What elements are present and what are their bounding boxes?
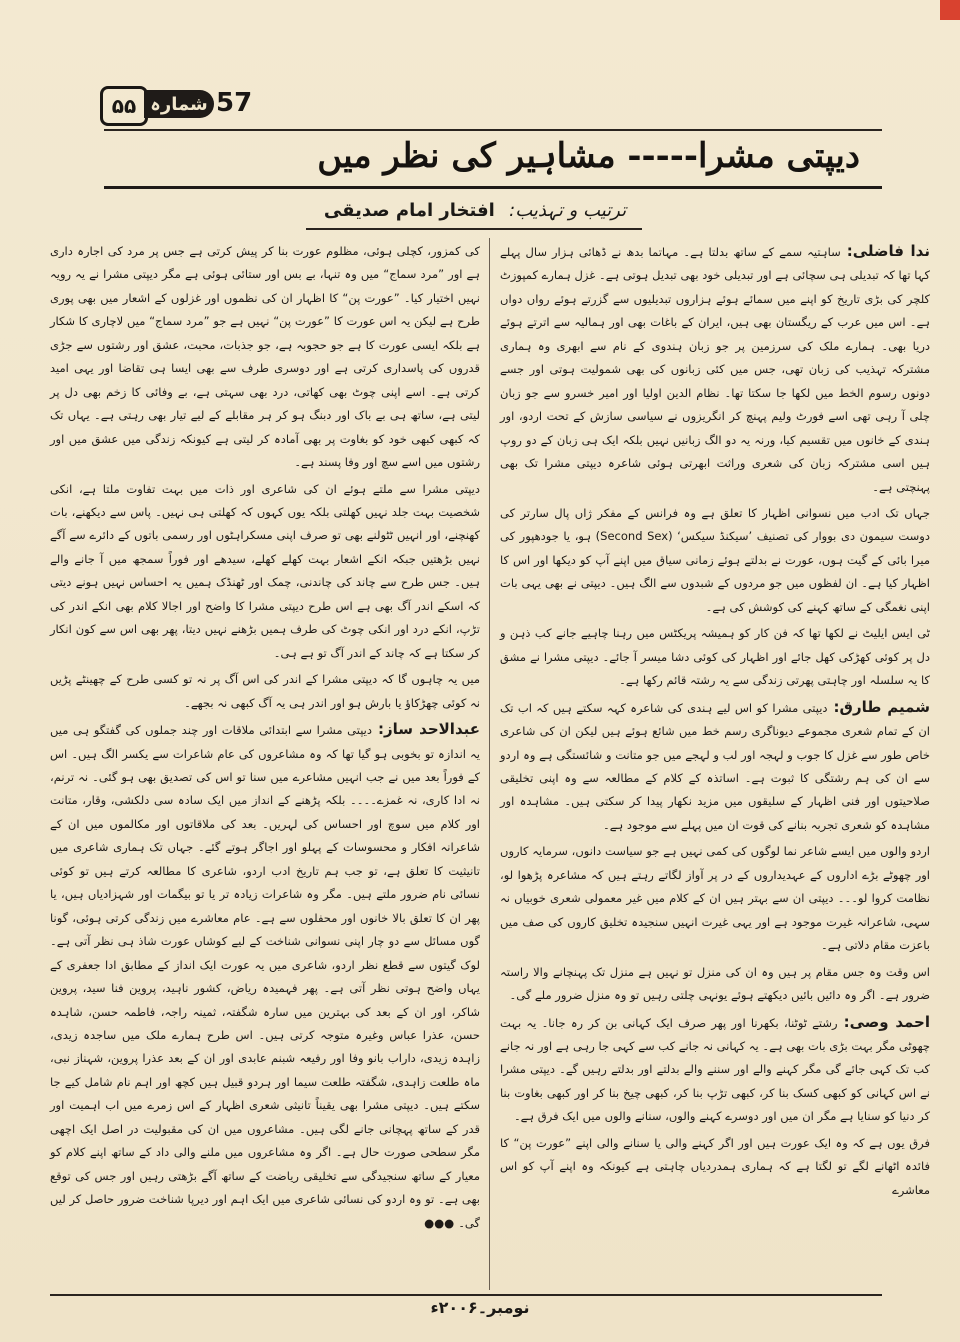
paragraph-text: ساہتیہ سمے کے ساتھ بدلتا ہے۔ مہاتما بدھ نے ڈھائی ہزار سال پہلے کہا تھا کہ تبدیلی ہی سچائی ہے اور تبدیلی خود بھی تبدیل ہوتی ہے۔ غزل ہمارے کمپوزٹ کلچر کی بڑی تاریخ کو اپنے میں سمائے ہوئے ہزاروں تبدیلیوں سے گزرتے ہوئے رواں دواں ہے۔ اس میں عرب کے ریگستان بھی ہیں، ایران کے باغات بھی اور ہمالیہ سے اترتے ہوئے دریا بھی۔ ہمارے ملک کی سرزمین پر جو زبان ہندوی کے نام سے ابھری وہ ہماری مشترکہ تہذیب کی زبان تھی، جس میں کئی زبانوں کی بھی شمولیت ہوتی اور جسے دونوں رسوم الخط میں لکھا جا سکتا تھا۔ نظام الدین اولیا اور امیر خسرو سے جو زبان چلی آ رہی تھی اسے فورٹ ولیم پہنچ کر انگریزوں نے سیاسی سازش کے تحت اردو، اور ہندی کے خانوں میں تقسیم کیا، ورنہ یہ دو الگ زبانیں نہیں بلکہ ایک ہی زبان کے دو روپ ہیں اسی مشترکہ زبان کی شعری وراثت ابھرتی ہوئی شاعرہ دیپتی مشرا تک بھی پہنچتی ہے۔ (500, 245, 930, 494)
byline-rule (306, 228, 642, 230)
column-divider (489, 238, 490, 1290)
speaker-name: ندا فاضلی: (846, 242, 930, 260)
paragraph-text: ٹی ایس ایلیٹ نے لکھا تھا کہ فن کار کو ہمیشہ پریکٹس میں رہنا چاہیے جانے کب ذہن و دل پر کوئی کھڑکی کھل جائے اور اظہار کی کوئی دشا میسر آ جائے۔ دیپتی مشرا نے مشق کا یہ سلسلہ اور چاہتی پھرتی زندگی سے یہ رشتہ قائم رکھا ہے۔ (500, 626, 930, 688)
footer-rule (50, 1294, 882, 1296)
byline-name: افتخار امام صدیقی (323, 200, 495, 221)
left-column (50, 240, 480, 1235)
paragraph (500, 622, 930, 692)
paragraph (500, 961, 930, 1008)
byline-label: ترتیب و تہذیب: (509, 200, 627, 221)
paragraph-text: کی کمزور، کچلی ہوئی، مظلوم عورت بنا کر پیش کرتی ہے جس پر مرد کی اجارہ داری ہے اور ”مرد سماج“ میں وہ تنہا، بے بس اور ستائی ہوئی ہے مگر دیپتی مشرا نے یہ رویہ نہیں اختیار کیا۔ ”عورت پن“ کا اظہار ان کی نظموں اور غزلوں کے اشعار میں بھی پوری طرح ہے لیکن یہ اس عورت کا ”عورت پن“ نہیں ہے جو ”مرد سماج“ میں لاچاری کا شکار ہے بلکہ ایسی عورت کا ہے جو حجوبہ ہے، جو جذبات، محبت، عشق اور رشتوں سے جڑی قدروں کی پاسداری کرتی ہے اور دوسری طرف سے بھی ایسا ہی تقاضا اور یہی امید کرتی ہے۔ اسے اپنی چوٹ بھی کھاتی، درد بھی سہتی ہے، بے وفائی کا زخم بھی دل پر لیتی ہے، ساتھ ہی بے باک اور دبنگ ہو کر ہر مقابلے کے لیے تیار بھی رہتی ہے۔ یہاں تک کہ کبھی کبھی خود کو بغاوت پر بھی آمادہ کر لیتی ہے کیونکہ زندگی میں عشق میں اور رشتوں میں اسے سچ اور وفا پسند ہے۔ (50, 244, 480, 470)
paragraph (500, 240, 930, 499)
paragraph-text: جہاں تک ادب میں نسوانی اظہار کا تعلق ہے وہ فرانس کے مفکر ژاں پال سارتر کی دوست سیمون دی بووار کی تصنیف ’سیکنڈ سیکس‘ (Second Sex) ہو، یا جودھپور کی میرا بائی کے گیت ہوں، عورت نے بدلتے ہوئے زمانی سیاق میں اپنے آپ کو دیکھا اور اس کا اظہار کیا ہے۔ ان لفظوں میں جو مردوں کے شبدوں سے الگ ہیں۔ دیپتی نے بھی یہی بات اپنی نغمگی کے ساتھ کہنے کی کوشش کی ہے۔ (500, 505, 930, 614)
paragraph (500, 1011, 930, 1129)
issue-date-footer: نومبر۔۲۰۰۶ء (430, 1298, 530, 1317)
paragraph-text: فرق یوں ہے کہ وہ ایک عورت ہیں اور اگر کہنے والی یا سنانے والی اپنے ”عورت پن“ کا فائدہ اٹھانے لگے تو لگتا ہے کہ ہماری ہمدردیاں چاہتی ہے کیونکہ وہ اپنے آپ کو اس معاشرے (500, 1135, 930, 1197)
speaker-name: احمد وصی: (843, 1012, 931, 1031)
speaker-name: عبدالاحد ساز: (378, 720, 480, 739)
paragraph (50, 718, 480, 1235)
right-column (500, 240, 930, 1202)
paragraph-text: میں یہ چاہوں گا کہ دیپتی مشرا کے اندر کی اس آگ پر نہ تو کسی طرح کے چھینٹے پڑیں نہ کوئی چھڑکاؤ یا بارش ہو اور اندر ہی یہ آگ کبھی نہ بجھے۔ (50, 672, 480, 710)
title-bottom-rule (104, 186, 882, 189)
paragraph-text: دیپتی مشرا کو اس لیے ہندی کی شاعرہ کہہ سکتے ہیں کہ اب تک ان کے تمام شعری مجموعے دیوناگری رسم خط میں شائع ہوئے ہیں لیکن ان کی شاعری خاص طور سے غزل کا جوب و لہجہ اور لب و لہجے میں جو متانت و شائستگی ہے وہ اردو سے ان کی ہم رشتگی کا ثبوت ہے۔ اساتذہ کے کلام کے مطالعہ سے وہ اپنی تخلیقی صلاحیتوں اور فنی اظہار کے سلیقوں میں مزید نکھار پیدا کر سکتی ہیں۔ مشاہدہ اور مشاہدہ کو شعری تجربہ بنانے کی قوت ان میں پہلے سے موجود ہے۔ (500, 700, 931, 832)
issue-number-box: ۵۵ (100, 86, 148, 126)
paragraph-text: اس وقت وہ جس مقام پر ہیں وہ ان کی منزل تو نہیں ہے منزل تک پہنچانے والا راستہ ضرور ہے۔ اگر وہ دائیں بائیں دیکھتے ہوئے یونہی چلتی رہیں تو وہ منزل ضرور ملے گی۔ (500, 964, 930, 1003)
paragraph-text: دیپتی مشرا سے ملتے ہوئے ان کی شاعری اور ذات میں بہت تفاوت ملتا ہے، انکی شخصیت بہت جلد نہیں کھلتی بلکہ یوں کہوں کہ کھلتی ہی نہیں۔ پاس سے دیکھنے، بات کھنچنے، اور انہیں ٹٹولنے بھی تو صرف اپنی مسکراہٹوں اور رسمی باتوں کے دائرے سے آگے نہیں بڑھتیں جبکہ انکے اشعار بہت کھلے کھلے، سیدھے اور فوراً سمجھ میں آ جانے والے ہیں۔ جس طرح سے چاند کی چاندنی، چمک اور ٹھنڈک ہمیں یہ احساس نہیں ہونے دیتی کہ اسکے اندر آگ بھی ہے اس طرح دیپتی مشرا کا واضح اور اجالا کلام بھی انکے اندر کی تڑپ، انکے درد اور انکی چوٹ کی طرف ہمیں بڑھنے نہیں دیتا، پھر بھی اس سے کون انکار کر سکتا ہے کہ چاند کے اندر آگ تو ہے ہی۔ (50, 481, 480, 660)
paragraph (50, 240, 480, 475)
article-title: دیپتی مشرا----- مشاہیر کی نظر میں (317, 136, 860, 176)
paragraph (500, 696, 930, 838)
paragraph (500, 840, 930, 957)
paragraph-text: رشتے ٹوٹنا، بکھرنا اور پھر صرف ایک کہانی بن کر رہ جانا۔ یہ بہت چھوٹی مگر بہت بڑی بات بھی ہے۔ یہ کہانی نہ جانے کب سے کہی جا رہی ہے اور نہ جانے کب تک کہی جائے گی مگر کہنے والے اور سننے والے بدلتے اور بدلتے رہیں گے۔ دیپتی مشرا نے اس کہانی کو کبھی کسک بنا کر، کبھی تڑپ بنا کر، کبھی چیخ بنا کر اور کبھی بغاوت بنا کر دنیا کو سنایا ہے مگر ان میں اور دوسرے کہنے والوں، سنانے والوں میں ایک فرق ہے۔ (500, 1015, 930, 1124)
page-number: 57 (216, 88, 253, 118)
corner-color-mark (940, 0, 960, 20)
paragraph-text: دیپتی مشرا سے ابتدائی ملاقات اور چند جملوں کی گفتگو ہی میں یہ اندازہ تو بخوبی ہو گیا تھا کہ وہ مشاعروں کی عام شاعرات سے یکسر الگ ہیں۔ اس کے فوراً بعد میں نے جب انہیں مشاعرے میں سنا تو اس کی تصدیق بھی ہو گئی۔ نہ ترنم، نہ ادا کاری، نہ غمزے۔۔۔۔ بلکہ پڑھنے کے انداز میں ایک سادہ سی دلکشی، وقار، متانت اور کلام میں سوچ اور احساس کی لہریں۔ بعد کی ملاقاتوں اور مکالموں میں ان کے شاعرانہ افکار و محسوسات کے پہلو اور اجاگر ہوتے گئے۔ جہاں تک ہماری شاعری میں تانیثیت کا تعلق ہے، تو جب ہم تاریخ ادب اردو، شاعری کا مطالعہ کرتے ہیں تو کوئی نسائی نام ضرور ملتے ہیں۔ مگر وہ شاعرات زیادہ تر یا تو بیگمات اور شہزادیاں ہیں، یا پھر ان کا تعلق بالا خانوں اور محفلوں سے ہے۔ عام معاشرے میں زندگی کرتی ہوئی، گونا گوں مسائل سے دو چار اپنی نسوانی شناخت کے لیے کوشاں عورت شاذ ہی نظر آتی ہے۔ لوک گیتوں سے قطع نظر اردو، شاعری میں یہ عورت ایک انداز کے مطابق ادا جعفری کے یہاں واضح ہوتی نظر آتی ہے۔ پھر فہمیدہ ریاض، کشور ناہید، پروین فنا سید، پروین شاکر، اور ان کے بعد کی بہترین میں سارہ شگفتہ، ثمینہ راجہ، فاطمہ حسن، شاہدہ حسن، عذرا عباس وغیرہ متوجہ کرتی ہیں۔ اس طرح ہمارے ملک میں ساجدہ زیدی، زاہدہ زیدی، داراب بانو وفا اور رفیعہ شبنم عابدی اور ان کے بعد عذرا پروین، شہناز نبی، ماہ طلعت زاہدی، شگفتہ طلعت سیما اور ہردو قبیل ہیں کچھ اور اہم نام شامل کیے جا سکتے ہیں۔ دیپتی مشرا بھی یقیناً تانیثی شعری اظہار کے اس زمرے میں اب اہمیت اور قدر کے ساتھ پہچانی جانے لگی ہیں۔ مشاعروں میں ان کی مقبولیت در اصل ایک اچھی مگر سطحی صورت حال ہے۔ اگر وہ مشاعروں میں ملنے والی داد کے ساتھ اپنے کلام کو معیار کے ساتھ سنجیدگی سے تخلیقی ریاضت کے ساتھ آگے بڑھتی رہیں اور جس کی توقع بھی ہے۔ تو وہ اردو کی نسائی شاعری میں ایک اہم اور دیرپا شناخت ضرور حاصل کر لیں گی۔ (50, 723, 480, 1230)
magazine-name: شمارہ (144, 90, 214, 118)
paragraph (50, 478, 480, 666)
byline (300, 200, 650, 221)
paragraph (50, 668, 480, 715)
end-mark: ●●● (424, 1215, 459, 1230)
paragraph (500, 1132, 930, 1202)
paragraph-text: اردو والوں میں ایسے شاعر نما لوگوں کی کمی نہیں ہے جو سیاست دانوں، سرمایہ کاروں اور چھوٹے بڑے اداروں کے عہدیداروں کے در پر آواز لگاتے رہتے ہیں کہ مشاعرہ پڑھوا لو، نظامت کروا لو۔۔۔ دیپتی ان سے بہتر ہیں ان کے کلام میں غیر معمولی شعری خوبیاں نہ سہی، شاعرانہ غیرت موجود ہے اور یہی غیرت انہیں سنجیدہ تخلیق کاروں کی صف میں باعزت مقام دلاتی ہے۔ (500, 844, 930, 953)
speaker-name: شمیم طارق: (833, 697, 930, 716)
paragraph (500, 502, 930, 619)
